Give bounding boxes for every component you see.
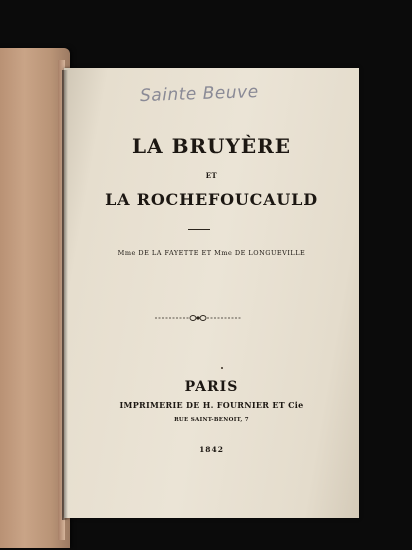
title-line-2: LA ROCHEFOUCAULD bbox=[105, 190, 318, 209]
ornament-icon bbox=[155, 313, 241, 323]
title-divider bbox=[188, 229, 210, 230]
imprint-place: PARIS bbox=[184, 379, 239, 395]
imprint-printer: IMPRIMERIE DE H. FOURNIER ET Cie bbox=[119, 400, 304, 410]
title-conjunction: ET bbox=[205, 171, 218, 180]
imprint-year: 1842 bbox=[199, 445, 224, 454]
subtitle: Mme DE LA FAYETTE ET Mme DE LONGUEVILLE bbox=[117, 249, 306, 257]
paper-speck bbox=[221, 367, 223, 369]
handwritten-signature: Sainte Beuve bbox=[139, 81, 259, 107]
title-line-1: LA BRUYÈRE bbox=[132, 134, 291, 158]
imprint-street: RUE SAINT-BENOIT, 7 bbox=[174, 417, 249, 423]
